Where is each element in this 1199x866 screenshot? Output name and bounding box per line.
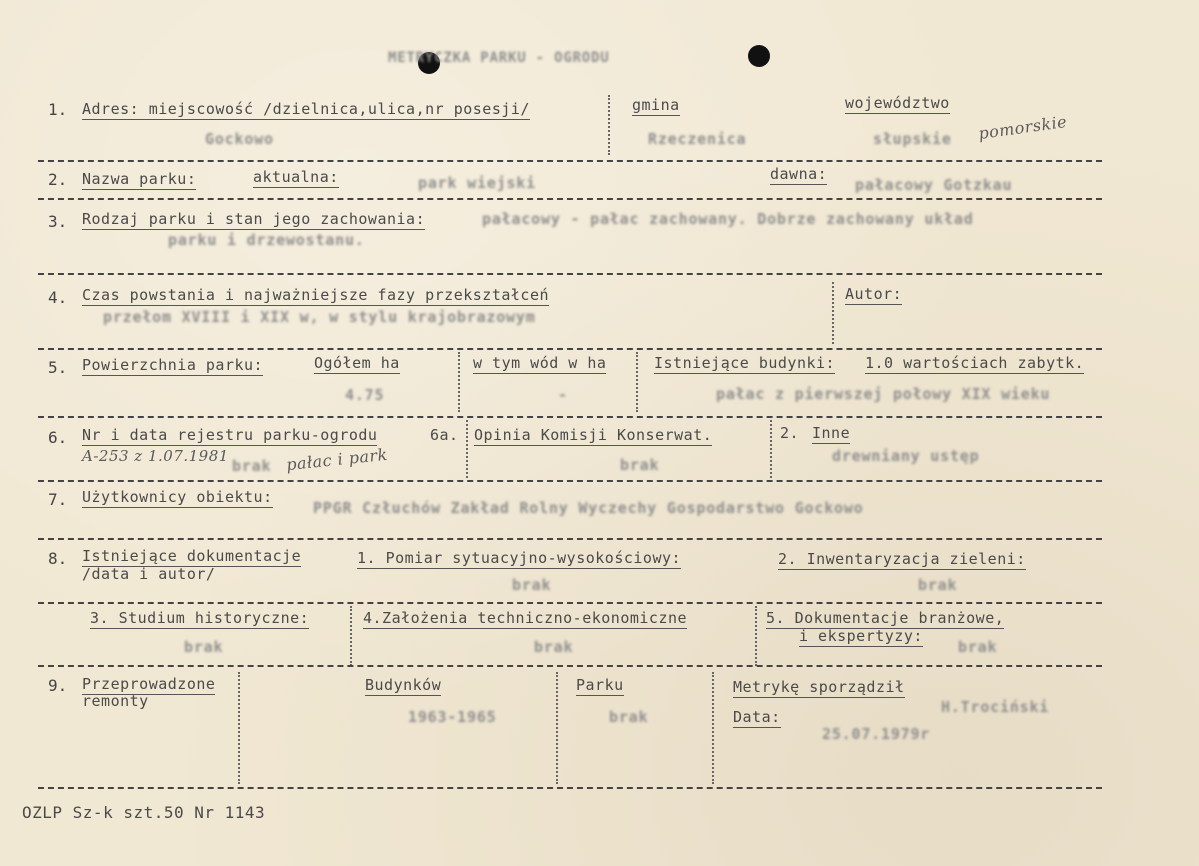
other-number: 2. — [780, 424, 800, 442]
creation-time-label: Czas powstania i najważniejsze fazy przekształceń — [82, 286, 550, 304]
date-value: 25.07.1979r — [822, 725, 931, 743]
row-separator — [38, 602, 1102, 604]
gmina-value: Rzeczenica — [648, 130, 747, 148]
users-label: Użytkownicy obiektu: — [82, 488, 273, 506]
park-type-value-line2: parku i drzewostanu. — [168, 231, 365, 249]
other-label: Inne — [812, 424, 851, 442]
divider — [832, 282, 834, 344]
history-study-label: 3. Studium historyczne: — [90, 609, 310, 627]
creation-time-value: przełom XVIII i XIX w, w stylu krajobrazowym — [103, 308, 536, 326]
building-repairs-label: Budynków — [365, 676, 442, 694]
row-separator — [38, 416, 1102, 418]
gmina-label: gmina — [632, 96, 680, 114]
row-separator — [38, 198, 1102, 200]
repairs-label-2: remonty — [82, 692, 149, 710]
divider — [636, 352, 638, 412]
row-separator — [38, 348, 1102, 350]
repairs-label: Przeprowadzone — [82, 675, 216, 693]
address-value: Gockowo — [205, 130, 274, 148]
branch-docs-value: brak — [958, 638, 998, 656]
prepared-by-value: H.Trociński — [941, 698, 1050, 716]
row-separator — [38, 538, 1102, 540]
buildings-label-heritage: 1.0 wartościach zabytk. — [865, 354, 1085, 372]
park-type-value-line1: pałacowy - pałac zachowany. Dobrze zachowany układ — [482, 210, 974, 228]
divider — [458, 352, 460, 412]
form-title: METRYCZKA PARKU - OGRODU — [388, 50, 610, 66]
divider — [755, 606, 757, 666]
building-repairs-value: 1963-1965 — [408, 708, 497, 726]
opinion-value: brak — [620, 456, 660, 474]
row-separator — [38, 787, 1102, 789]
row-number: 1. — [48, 100, 68, 119]
form-footer: OZLP Sz-k szt.50 Nr 1143 — [22, 803, 266, 822]
row-number: 4. — [48, 288, 68, 307]
divider — [770, 420, 772, 478]
voivodeship-value: słupskie — [873, 130, 952, 148]
voivodeship-label: województwo — [845, 94, 950, 112]
branch-docs-label: 5. Dokumentacje branżowe, — [766, 609, 1005, 627]
inventory-value: brak — [918, 576, 958, 594]
park-name-former-value: pałacowy Gotzkau — [855, 176, 1013, 194]
divider — [350, 606, 352, 666]
prepared-by-label: Metrykę sporządził — [733, 678, 905, 696]
date-label: Data: — [733, 708, 781, 726]
area-label: Powierzchnia parku: — [82, 356, 264, 374]
voivodeship-note: pomorskie — [977, 111, 1069, 144]
opinion-number: 6a. — [430, 426, 459, 444]
punch-hole-right — [748, 45, 770, 67]
row-number: 2. — [48, 170, 68, 189]
address-label: Adres: miejscowość /dzielnica,ulica,nr posesji/ — [82, 100, 530, 118]
divider — [238, 672, 240, 784]
register-handwritten: A-253 z 1.07.1981 — [82, 447, 229, 465]
water-area-value: - — [558, 386, 568, 404]
area-total-value: 4.75 — [345, 386, 385, 404]
row-number: 6. — [48, 428, 68, 447]
register-value: brak — [232, 457, 272, 475]
inventory-label: 2. Inwentaryzacja zieleni: — [778, 550, 1026, 568]
row-number: 5. — [48, 358, 68, 377]
divider — [466, 420, 468, 478]
survey-value: brak — [512, 576, 552, 594]
row-number: 7. — [48, 490, 68, 509]
row-number: 9. — [48, 676, 68, 695]
park-repairs-value: brak — [609, 708, 649, 726]
register-label: Nr i data rejestru parku-ogrodu — [82, 426, 378, 444]
row-separator — [38, 273, 1102, 275]
buildings-label: Istniejące budynki: — [654, 354, 836, 372]
park-type-label: Rodzaj parku i stan jego zachowania: — [82, 210, 426, 228]
park-name-current-label: aktualna: — [253, 168, 339, 186]
row-number: 3. — [48, 212, 68, 231]
park-repairs-label: Parku — [576, 676, 624, 694]
register-note: pałac i park — [285, 444, 389, 475]
divider — [608, 95, 610, 155]
history-study-value: brak — [184, 638, 224, 656]
documentation-label-note: /data i autor/ — [82, 565, 216, 583]
row-separator — [38, 160, 1102, 162]
other-value: drewniany ustęp — [832, 447, 980, 465]
technical-label: 4.Założenia techniczno-ekonomiczne — [363, 609, 688, 627]
author-label: Autor: — [845, 285, 903, 303]
survey-label: 1. Pomiar sytuacyjno-wysokościowy: — [357, 549, 682, 567]
park-name-current-value: park wiejski — [418, 174, 536, 192]
buildings-value: pałac z pierwszej połowy XIX wieku — [716, 385, 1051, 403]
opinion-label: Opinia Komisji Konserwat. — [474, 426, 713, 444]
divider — [556, 672, 558, 784]
users-value: PPGR Człuchów Zakład Rolny Wyczechy Gospodarstwo Gockowo — [313, 499, 864, 517]
divider — [712, 672, 714, 784]
area-total-label: Ogółem ha — [314, 354, 400, 372]
row-separator — [38, 665, 1102, 667]
technical-value: brak — [534, 638, 574, 656]
park-name-former-label: dawna: — [770, 165, 828, 183]
row-number: 8. — [48, 549, 68, 568]
row-separator — [38, 480, 1102, 482]
documentation-label: Istniejące dokumentacje — [82, 547, 302, 565]
water-area-label: w tym wód w ha — [473, 354, 607, 372]
park-name-label: Nazwa parku: — [82, 170, 197, 188]
branch-docs-label-2: i ekspertyzy: — [799, 627, 923, 645]
